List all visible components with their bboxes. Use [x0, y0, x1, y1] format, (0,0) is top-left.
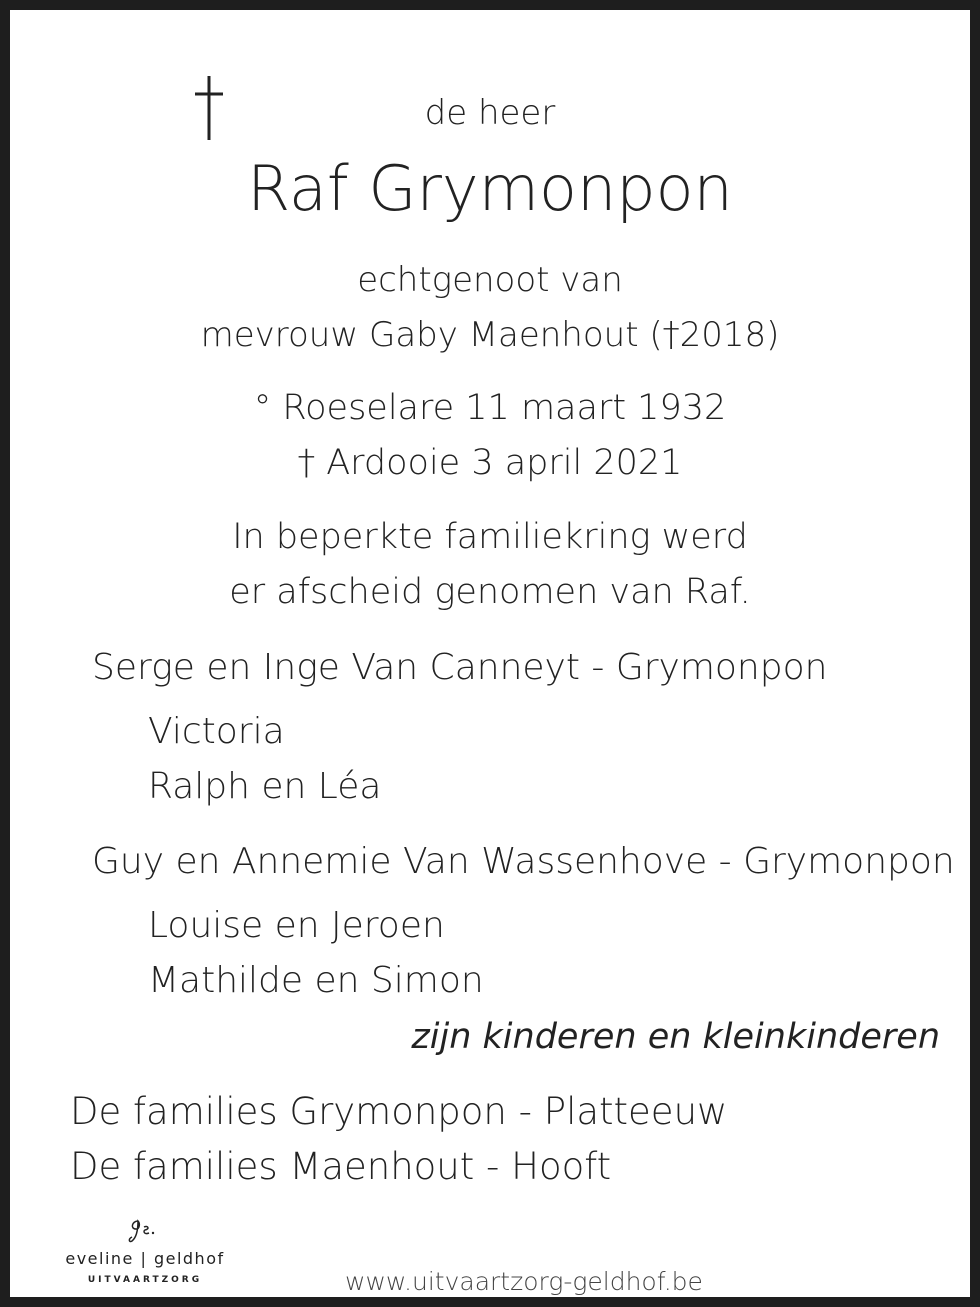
grandchild-1-1: Victoria	[148, 711, 285, 752]
farewell-line-2: er afscheid genomen van Raf.	[229, 572, 751, 612]
spouse-line-2: mevrouw Gaby Maenhout (†2018)	[200, 315, 780, 355]
birth-line: ° Roeselare 11 maart 1932	[253, 388, 727, 428]
signoff: zijn kinderen en kleinkinderen	[411, 1017, 940, 1057]
child-family-2: Guy en Annemie Van Wassenhove - Grymonpon	[92, 841, 955, 882]
death-line: † Ardooie 3 april 2021	[297, 443, 683, 483]
extended-family-2: De families Maenhout - Hooft	[70, 1145, 612, 1188]
website-link[interactable]: www.uitvaartzorg-geldhof.be	[345, 1267, 703, 1296]
ge-monogram-icon	[124, 1215, 164, 1245]
grandchild-2-2: Mathilde en Simon	[148, 960, 484, 1001]
deceased-name: Raf Grymonpon	[247, 152, 733, 225]
extended-family-1: De families Grymonpon - Platteeuw	[70, 1090, 728, 1133]
title-prefix: de heer	[424, 93, 556, 133]
logo-name: eveline | geldhof	[65, 1249, 225, 1268]
grandchild-1-2: Ralph en Léa	[148, 766, 382, 807]
grandchild-2-1: Louise en Jeroen	[148, 905, 445, 946]
farewell-line-1: In beperkte familiekring werd	[232, 517, 748, 557]
funeral-home-logo	[50, 1215, 240, 1290]
logo-subtitle: UITVAARTZORG	[87, 1275, 203, 1285]
spouse-line-1: echtgenoot van	[357, 260, 623, 300]
child-family-1: Serge en Inge Van Canneyt - Grymonpon	[92, 647, 828, 688]
